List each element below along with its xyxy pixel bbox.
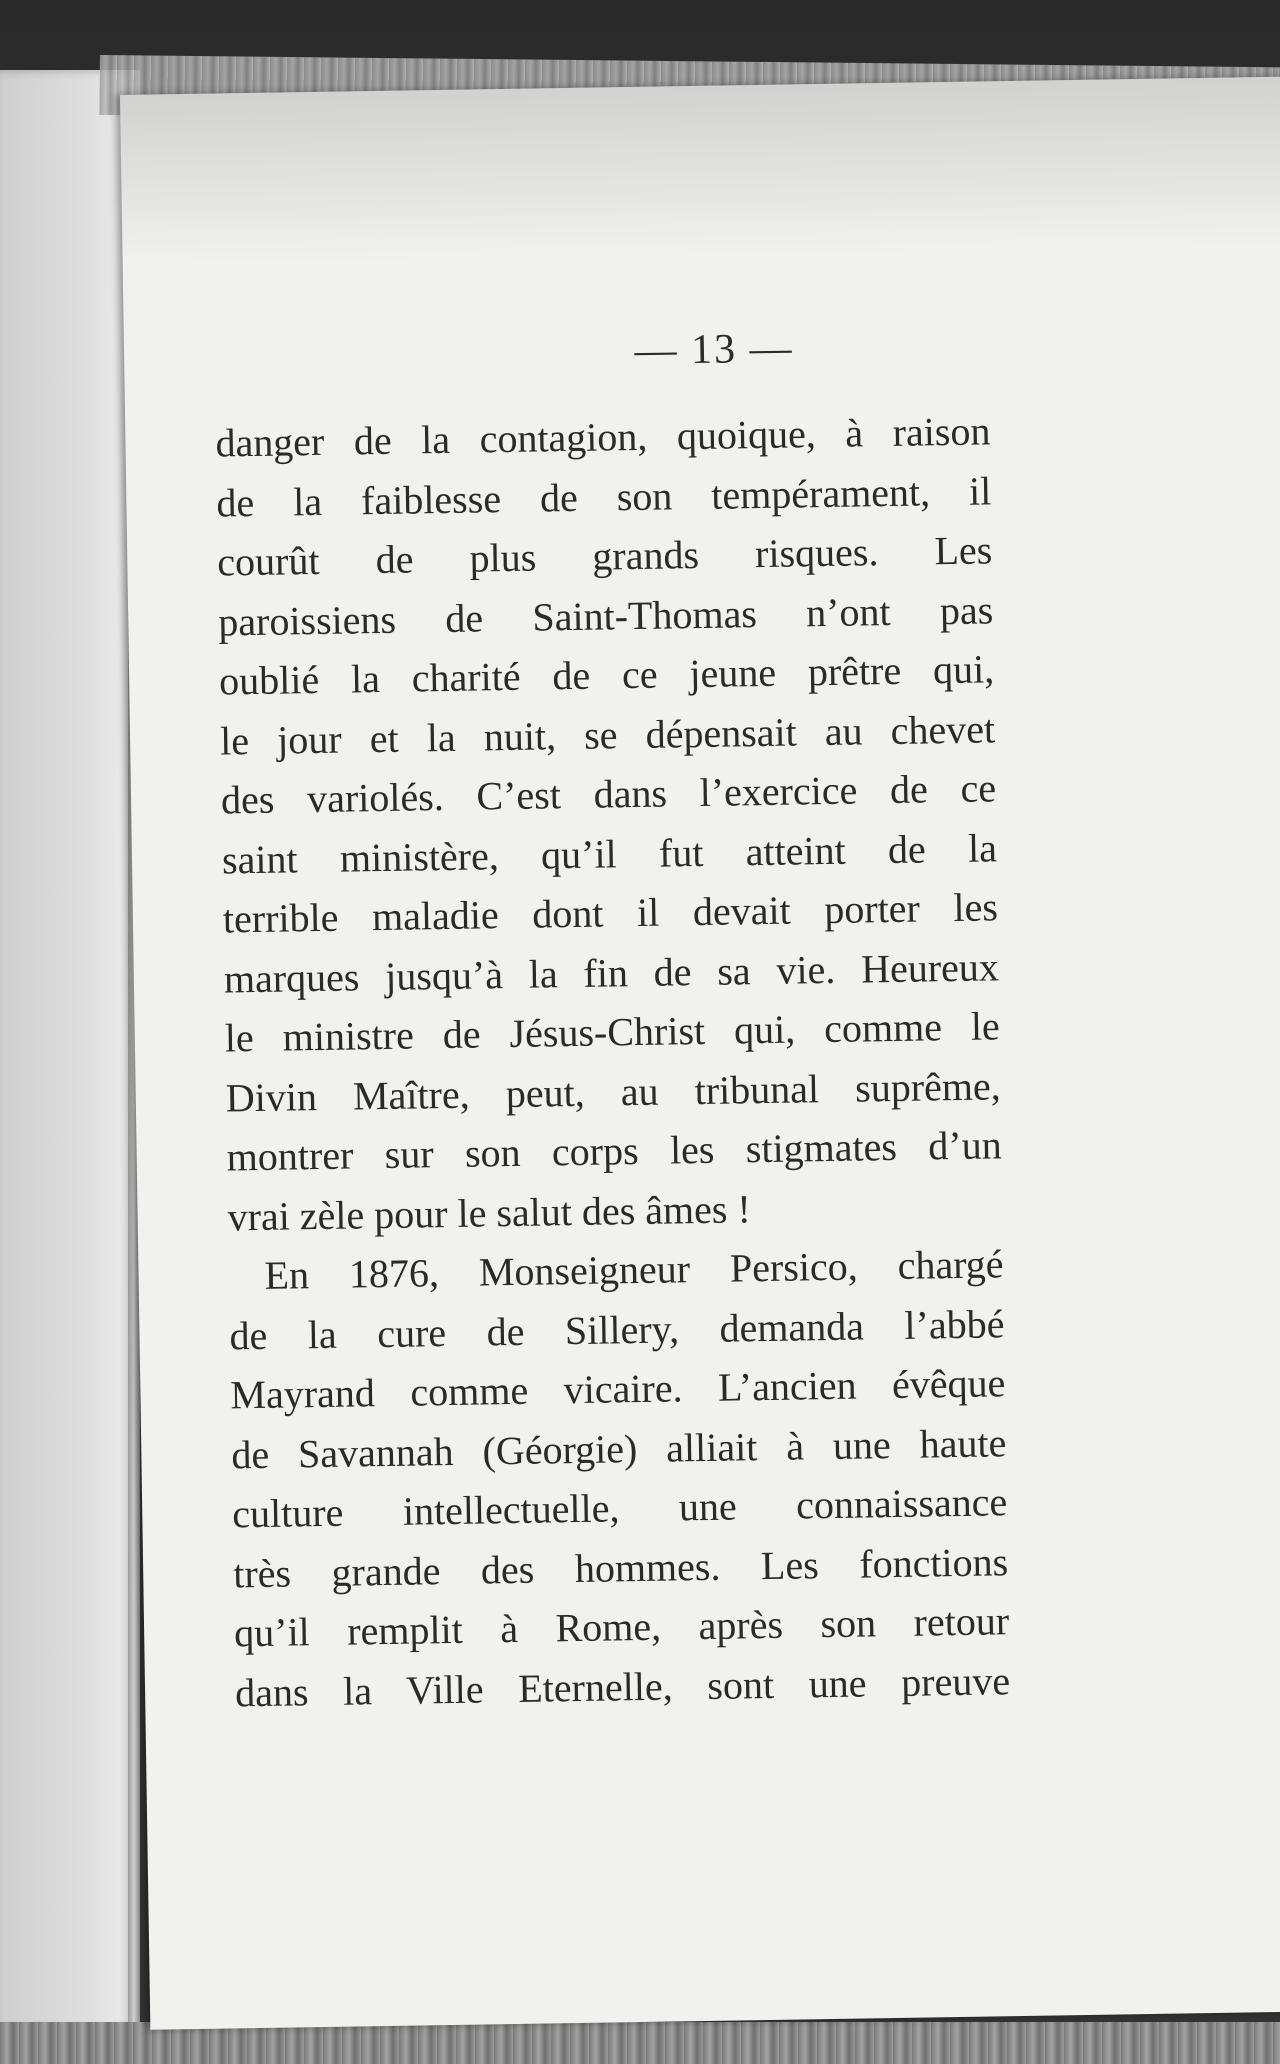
- text-line: marques jusqu’à la fin de sa vie. Heureux: [223, 943, 1000, 1001]
- text-line: courût de plus grands risques. Les: [216, 527, 993, 585]
- text-line: Divin Maître, peut, au tribunal suprême,: [225, 1062, 1002, 1120]
- text-line: saint ministère, qu’il fut atteint de la: [221, 824, 998, 882]
- text-line: oublié la charité de ce jeune prêtre qui,: [218, 646, 995, 704]
- text-line: terrible maladie dont il devait porter les: [222, 884, 999, 942]
- text-line: montrer sur son corps les stigmates d’un: [226, 1122, 1002, 1180]
- text-line: vrai zèle pour le salut des âmes !: [227, 1185, 752, 1239]
- page-bleed-through: [120, 76, 1280, 265]
- text-line: qu’il remplit à Rome, après son retour: [233, 1598, 1010, 1656]
- body-text: [215, 401, 1010, 1722]
- text-line: de la cure de Sillery, demanda l’abbé: [229, 1300, 1005, 1358]
- text-line: Mayrand comme vicaire. L’ancien évêque: [230, 1360, 1006, 1418]
- text-line: paroissiens de Saint-Thomas n’ont pas: [217, 586, 994, 645]
- book-page: [120, 76, 1280, 2029]
- text-line: dans la Ville Eternelle, sont une preuve: [234, 1657, 1011, 1715]
- text-line: En 1876, Monseigneur Persico, chargé: [264, 1241, 1004, 1298]
- page-number: — 13 —: [634, 325, 794, 374]
- text-line: le ministre de Jésus-Christ qui, comme le: [224, 1003, 1001, 1061]
- text-line: de la faiblesse de son tempérament, il: [216, 467, 992, 526]
- text-line: de Savannah (Géorgie) alliait à une haute: [231, 1419, 1007, 1477]
- text-line: culture intellectuelle, une connaissance: [231, 1479, 1008, 1537]
- text-line: le jour et la nuit, se dépensait au chevet: [219, 705, 996, 764]
- text-line: des variolés. C’est dans l’exercice de ce: [220, 765, 997, 823]
- text-line: danger de la contagion, quoique, à raison: [215, 408, 991, 466]
- left-page-edge: [0, 70, 140, 2030]
- text-line: très grande des hommes. Les fonctions: [232, 1538, 1009, 1596]
